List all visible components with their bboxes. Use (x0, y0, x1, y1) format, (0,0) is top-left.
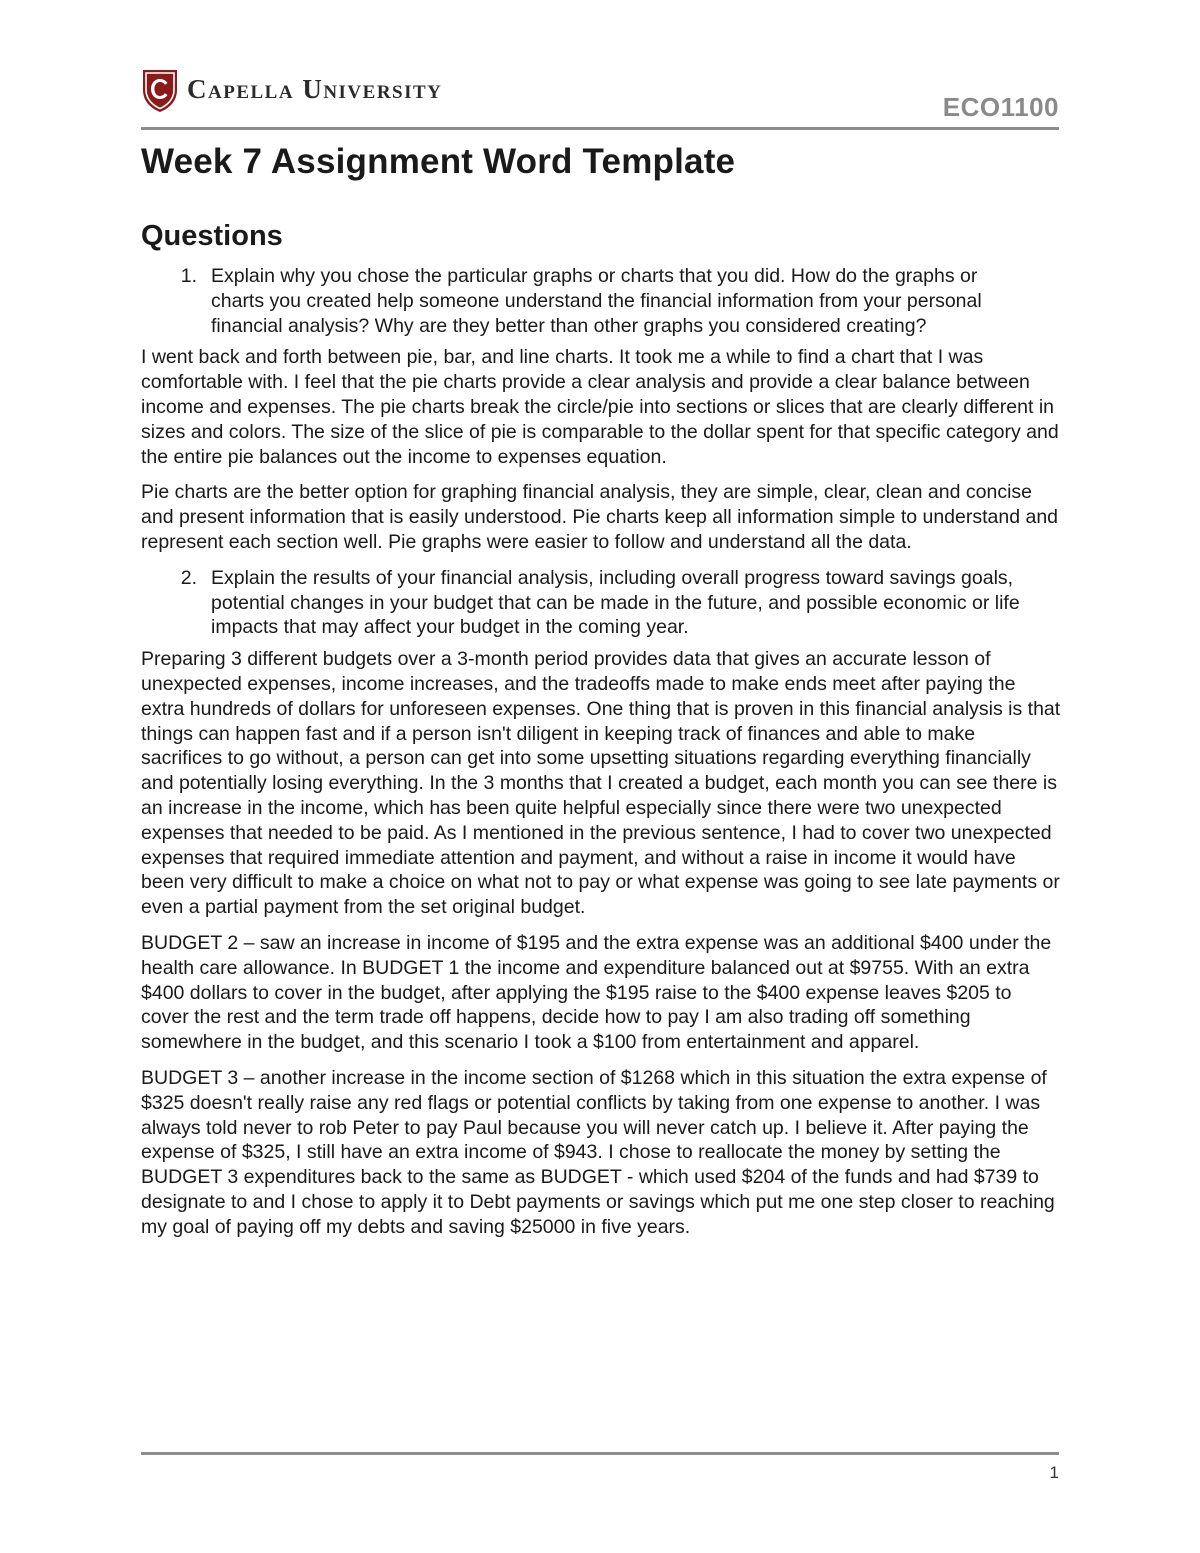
footer-divider (141, 1452, 1059, 1455)
answer-paragraph: BUDGET 3 – another increase in the income section of $1268 which in this situation the extra expense of $325 doesn't really raise any red flags or potential conflicts by taking from one expense to another. I was always told never to rob Peter to pay Paul because you will never catch up. I believe it. After paying the expense of $325, I still have an extra income of $943. I chose to reallocate the money by setting the BUDGET 3 expenditures back to the same as BUDGET - which used $204 of the funds and had $739 to designate to and I chose to apply it to Debt payments or savings which put me one step closer to reaching my goal of paying off my debts and saving $25000 in five years. (141, 1066, 1055, 1238)
question-item (141, 566, 1061, 640)
logo-wordmark: Capella University (187, 73, 443, 104)
document-body (141, 264, 1061, 1250)
answer-paragraph: I went back and forth between pie, bar, and line charts. It took me a while to find a chart that I was comfortable with. I feel that the pie charts provide a clear analysis and provide a clear balance between income and expenses. The pie charts break the circle/pie into sections or slices that are clearly different in sizes and colors. The size of the slice of pie is comparable to the dollar spent for that specific category and the entire pie balances out the income to expenses equation. (141, 346, 1059, 468)
page-title: Week 7 Assignment Word Template (141, 142, 736, 181)
section-heading: Questions (141, 220, 283, 252)
university-logo (141, 68, 442, 114)
question-number: 2. (180, 566, 197, 589)
page-header (141, 68, 1059, 130)
page-number: 1 (1049, 1463, 1059, 1482)
shield-crest-icon (141, 68, 179, 114)
answer-paragraph: Preparing 3 different budgets over a 3-month period provides data that gives an accurate lesson of unexpected expenses, income increases, and the tradeoffs made to make ends meet after paying the extra hundreds of dollars for unforeseen expenses. One thing that is proven in this financial analysis is that things can happen fast and if a person isn't diligent in keeping track of finances and able to make sacrifices to go without, a person can get into some upsetting situations regarding everything financially and potentially losing everything. In the 3 months that I created a budget, each month you can see there is an increase in the income, which has been quite helpful especially since there were two unexpected expenses that needed to be paid. As I mentioned in the previous sentence, I had to cover two unexpected expenses that required immediate attention and payment, and without a raise in income it would have been very difficult to make a choice on what not to pay or what expense was going to see late payments or even a partial payment from the set original budget. (141, 648, 1061, 919)
header-divider (141, 127, 1059, 130)
answer-paragraph: BUDGET 2 – saw an increase in income of $195 and the extra expense was an additional $400 under the health care allowance. In BUDGET 1 the income and expenditure balanced out at $9755. With an extra $400 dollars to cover in the budget, after applying the $195 raise to the $400 expense leaves $205 to cover the rest and the term trade off happens, decide how to pay I am also trading off something somewhere in the budget, and this scenario I took a $100 from entertainment and apparel. (141, 931, 1052, 1054)
course-code: ECO1100 (942, 92, 1059, 122)
question-text: Explain the results of your financial analysis, including overall progress toward savings goals, potential changes in your budget that can be made in the future, and possible economic or life impacts that may affect your budget in the coming year. (211, 566, 1020, 639)
question-text: Explain why you chose the particular graphs or charts that you did. How do the graphs or charts you created help someone understand the financial information from your personal financial analysis? Why are they better than other graphs you considered creating? (211, 265, 982, 337)
question-number: 1. (180, 265, 197, 287)
question-item (141, 264, 1061, 338)
answer-paragraph: Pie charts are the better option for graphing financial analysis, they are simple, clear, clean and concise and present information that is easily understood. Pie charts keep all information simple to understand and represent each section well. Pie graphs were easier to follow and understand all the data. (141, 481, 1059, 553)
